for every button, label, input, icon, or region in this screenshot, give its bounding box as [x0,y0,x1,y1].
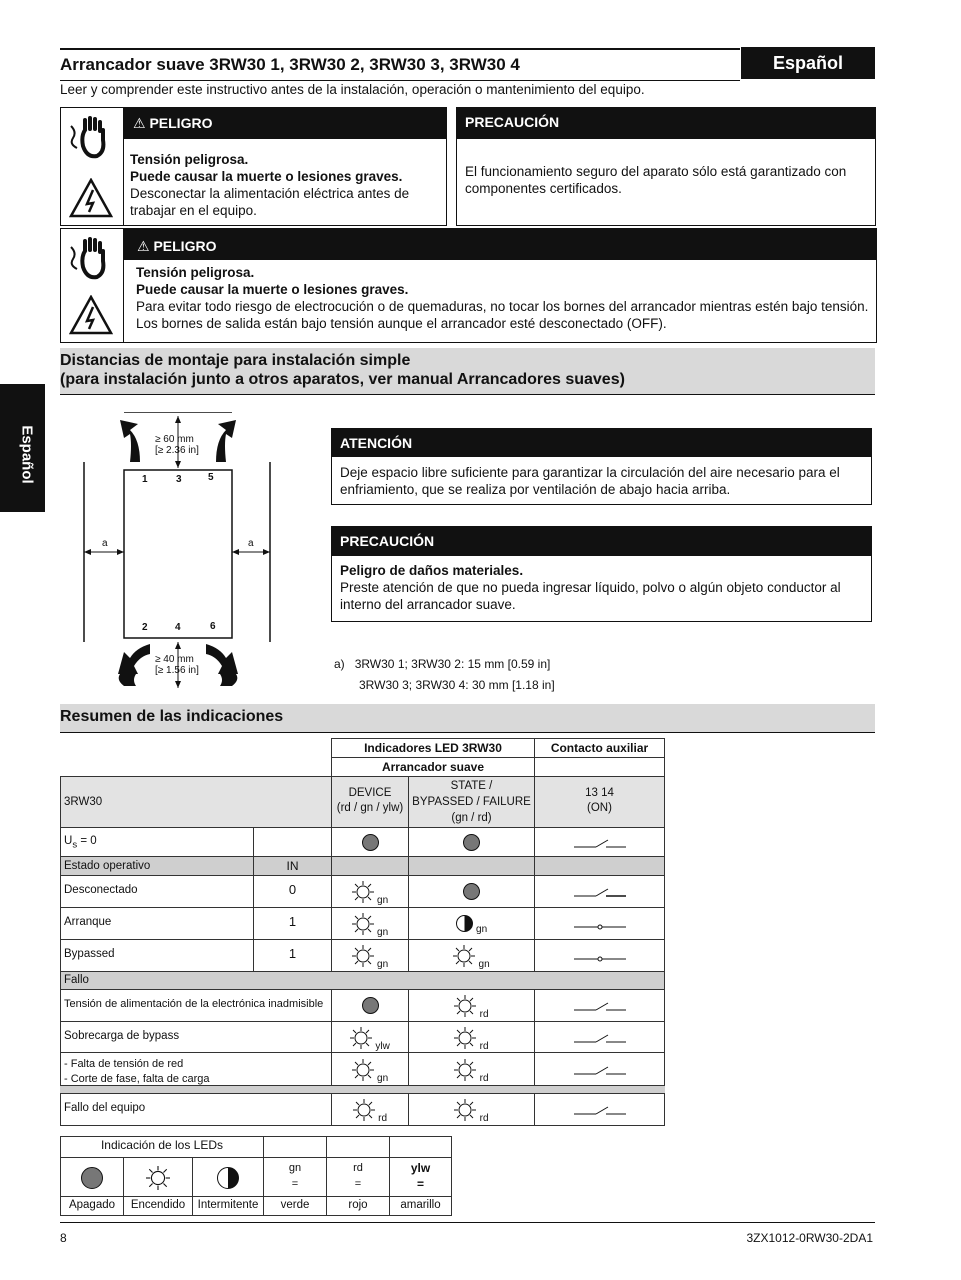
row-us-label: $U_s = 0$ [60,827,254,857]
legend-ylw: ylw = [389,1157,452,1197]
led-on-icon [353,1099,375,1121]
led-off-icon [362,834,379,851]
danger-box-2-header: ⚠ PELIGRO [123,229,876,260]
caution-box-2-header: PRECAUCIÓN [332,527,871,556]
terminal-1: 1 [142,474,148,485]
legend-off-label: Apagado [60,1196,124,1216]
language-label: Español [741,47,875,79]
hdr-state: STATE / BYPASSED / FAILURE (gn / rd) [408,776,535,828]
led-on-icon [453,945,475,967]
hdr-contact: 13 14 (ON) [534,776,665,828]
led-on-icon [352,881,374,903]
legend-yellow-label: amarillo [389,1196,452,1216]
airflow-arrow-top-right [216,420,236,462]
row-bypass-overload: Sobrecarga de bypass [60,1021,332,1053]
hazard-icons [61,108,124,225]
airflow-arrow-bottom-left [118,644,150,674]
off-in: 0 [253,875,332,908]
hazard-icons-2 [61,229,124,342]
contact-closed-icon [574,919,626,931]
row-start: Arranque [60,907,254,940]
row-off: Desconectado [60,875,254,908]
terminal-4: 4 [175,622,181,633]
legend-gn: gn = [263,1157,327,1197]
bottom-distance-label: ≥ 40 mm [≥ 1.56 in] [155,654,199,676]
footnote-a: a) 3RW30 1; 3RW30 2: 15 mm [0.59 in] 3RW30 3; 3RW30 4: 30 mm [1.18 in] [334,657,555,692]
document-title: Arrancador suave 3RW30 1, 3RW30 2, 3RW30 3, 3RW30 4 [60,48,740,81]
caution-box-1-header: PRECAUCIÓN [457,108,875,139]
led-off-icon [463,883,480,900]
hdr-soft-starter: Arrancador suave [331,757,535,777]
contact-open-icon [574,1001,626,1013]
row-model: 3RW30 [60,776,332,828]
section-indications-summary: Resumen de las indicaciones [60,704,875,733]
contact-open-icon [574,1105,626,1117]
start-in: 1 [253,907,332,940]
document-number: 3ZX1012-0RW30-2DA1 [746,1231,873,1245]
electric-shock-hand-icon [67,116,115,164]
warning-icon: ⚠ [133,115,146,131]
danger-box-1 [60,107,447,226]
led-on-icon [146,1166,170,1190]
caution-box-2-text: Peligro de daños materiales. Preste atención de que no pueda ingresar líquido, polvo o algún objeto conductor al interno del arrancador suave. [340,563,841,612]
attention-header: ATENCIÓN [332,429,871,457]
attention-box [331,428,872,505]
a-left-label: a [102,538,108,549]
row-fault: Fallo [60,971,665,990]
hdr-device: DEVICE (rd / gn / ylw) [331,776,409,828]
led-on-icon [350,1027,372,1049]
row-supply-voltage: Tensión de alimentación de la electrónica inadmisible [60,989,332,1022]
led-blinking-icon [456,915,473,932]
page-number: 8 [60,1231,67,1245]
a-right-label: a [248,538,254,549]
caution-box-1-text: El funcionamiento seguro del aparato sólo está garantizado con componentes certificados. [465,164,847,196]
bypassed-in: 1 [253,939,332,972]
hdr-in: IN [253,856,332,876]
led-on-icon [454,1027,476,1049]
danger-box-2 [60,228,877,343]
contact-open-icon [574,1033,626,1045]
side-language-tab: Español [0,384,45,512]
section-mounting-distances: Distancias de montaje para instalación simple (para instalación junto a otros aparatos, ver manual Arrancadores suaves) [60,348,875,395]
led-on-icon [454,1099,476,1121]
high-voltage-triangle-icon [69,178,113,218]
airflow-arrow-top-left [120,420,140,462]
electric-shock-hand-icon [67,237,115,285]
danger-box-1-header: ⚠ PELIGRO [123,108,446,139]
led-on-icon [352,913,374,935]
hdr-aux-contact: Contacto auxiliar [534,738,665,758]
contact-closed-icon [574,951,626,963]
row-bypassed: Bypassed [60,939,254,972]
hdr-led-indicators: Indicadores LED 3RW30 [331,738,535,758]
high-voltage-triangle-icon [69,295,113,335]
led-on-icon [454,995,476,1017]
legend-red-label: rojo [326,1196,390,1216]
top-distance-label: ≥ 60 mm [≥ 2.36 in] [155,434,199,456]
terminal-5: 5 [208,472,214,483]
legend-title: Indicación de los LEDs [60,1136,264,1158]
warning-icon: ⚠ [137,238,150,254]
legend-rd: rd = [326,1157,390,1197]
legend-on-label: Encendido [123,1196,193,1216]
legend-green-label: verde [263,1196,327,1216]
terminal-2: 2 [142,622,148,633]
caution-box-1 [456,107,876,226]
terminal-3: 3 [176,474,182,485]
danger-box-2-text: Tensión peligrosa. Puede causar la muerte o lesiones graves. Para evitar todo riesgo de electrocución o de quemaduras, no tocar los bornes del arrancador mientras estén bajo tensión. Los bornes de salida están bajo tensión aunque el arrancador esté desconectado (OFF). [136,265,869,331]
intro-text: Leer y comprender este instructivo antes de la instalación, operación o mantenimiento del equipo. [60,82,645,97]
led-on-icon [352,1059,374,1081]
row-operating-state: Estado operativo [60,856,254,876]
led-off-icon [463,834,480,851]
led-blinking-icon [217,1167,239,1189]
row-mains-failure: - Falta de tensión de red - Corte de fase, falta de carga [60,1052,332,1086]
led-on-icon [454,1059,476,1081]
led-off-icon [362,997,379,1014]
danger-box-1-text: Tensión peligrosa. Puede causar la muerte o lesiones graves. Desconectar la alimentación eléctrica antes de trabajar en el equipo. [130,152,410,218]
caution-box-2 [331,526,872,622]
airflow-arrow-bottom-right [206,644,238,674]
row-device-fault: Fallo del equipo [60,1093,332,1126]
contact-open-icon [574,1065,626,1077]
contact-open-icon [574,887,626,899]
attention-text: Deje espacio libre suficiente para garantizar la circulación del aire necesario para el enfriamiento, que se realiza por ventilación de abajo hacia arriba. [340,465,840,497]
contact-open-icon [574,838,626,850]
legend-blink-label: Intermitente [192,1196,264,1216]
terminal-6: 6 [210,621,216,632]
led-on-icon [352,945,374,967]
led-off-icon [81,1167,103,1189]
